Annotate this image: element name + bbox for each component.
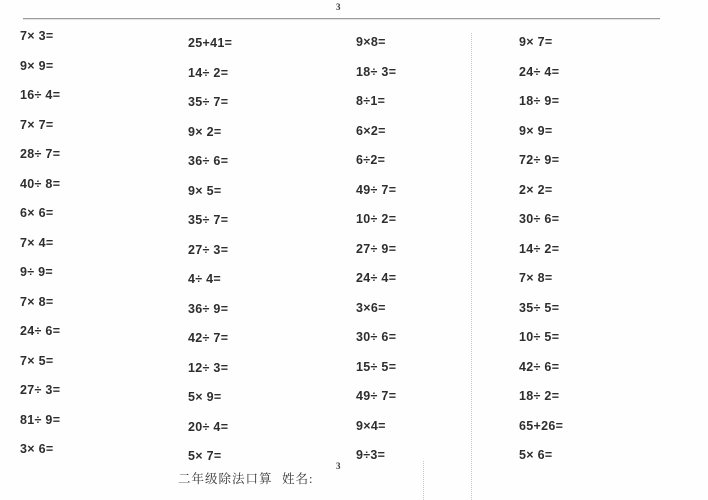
math-problem: 7× 8=	[20, 294, 54, 309]
math-problem: 35÷ 7=	[188, 95, 229, 109]
math-problem: 4÷ 4=	[188, 272, 222, 286]
math-problem: 65+26=	[519, 418, 564, 433]
math-problem: 24÷ 4=	[519, 64, 560, 79]
footer-divider-dotted-line	[423, 461, 424, 500]
math-problem: 3× 6=	[20, 442, 54, 456]
math-problem: 49÷ 7=	[356, 182, 397, 197]
math-problem: 12÷ 3=	[188, 360, 229, 375]
problems-column-4	[519, 35, 563, 478]
math-problem: 15÷ 5=	[356, 359, 397, 374]
math-problem: 9× 5=	[188, 183, 222, 198]
math-problem: 30÷ 6=	[356, 330, 397, 344]
math-problem: 18÷ 9=	[519, 94, 560, 108]
math-problem: 14÷ 2=	[188, 65, 229, 80]
math-problem: 24÷ 4=	[356, 271, 397, 285]
problems-column-2	[188, 36, 232, 479]
math-problem: 24÷ 6=	[20, 324, 61, 338]
math-problem: 49÷ 7=	[356, 389, 397, 403]
math-problem: 25+41=	[188, 36, 233, 50]
math-problem: 35÷ 5=	[519, 300, 560, 315]
math-problem: 27÷ 3=	[188, 242, 229, 257]
math-problem: 7× 4=	[20, 235, 54, 250]
math-problem: 7× 7=	[20, 117, 54, 132]
math-problem: 9× 9=	[519, 123, 553, 138]
math-problem: 9× 7=	[519, 35, 553, 49]
math-problem: 6× 6=	[20, 206, 54, 220]
math-problem: 30÷ 6=	[519, 212, 560, 226]
math-problem: 9×8=	[356, 35, 386, 49]
math-problem: 42÷ 6=	[519, 359, 560, 374]
math-problem: 6÷2=	[356, 153, 386, 167]
math-problem: 7× 8=	[519, 271, 553, 285]
math-problem: 5× 6=	[519, 448, 553, 462]
math-problem: 18÷ 3=	[356, 64, 397, 79]
math-problem: 7× 3=	[20, 29, 54, 43]
math-problem: 35÷ 7=	[188, 213, 229, 227]
math-problem: 8÷1=	[356, 94, 386, 108]
problems-column-3	[356, 35, 396, 478]
math-problem: 20÷ 4=	[188, 419, 229, 434]
math-problem: 7× 5=	[20, 353, 54, 368]
math-problem: 5× 9=	[188, 390, 222, 404]
math-problem: 3×6=	[356, 300, 386, 315]
math-problem: 36÷ 9=	[188, 301, 229, 316]
math-problem: 16÷ 4=	[20, 88, 61, 102]
math-problem: 9×4=	[356, 418, 386, 433]
math-problem: 5× 7=	[188, 449, 222, 463]
math-problem: 42÷ 7=	[188, 331, 229, 345]
math-problem: 9× 9=	[20, 58, 54, 73]
math-problem: 72÷ 9=	[519, 153, 560, 167]
math-problem: 27÷ 9=	[356, 241, 397, 256]
math-problem: 9× 2=	[188, 124, 222, 139]
math-problem: 81÷ 9=	[20, 412, 61, 427]
header-divider-line	[23, 18, 660, 19]
math-problem: 27÷ 3=	[20, 383, 61, 397]
math-problem: 2× 2=	[519, 182, 553, 197]
math-problem: 6×2=	[356, 123, 386, 138]
math-problem: 9÷ 9=	[20, 265, 54, 279]
math-problem: 36÷ 6=	[188, 154, 229, 168]
column-divider-dotted-line	[471, 33, 472, 500]
problems-column-1	[20, 29, 60, 472]
math-problem: 9÷3=	[356, 448, 386, 462]
math-problem: 14÷ 2=	[519, 241, 560, 256]
math-problem: 40÷ 8=	[20, 176, 61, 191]
math-problem: 10÷ 2=	[356, 212, 397, 226]
page-number-top: 3	[336, 2, 341, 12]
footer-title: 二年级除法口算	[178, 472, 273, 486]
math-problem: 28÷ 7=	[20, 147, 61, 161]
math-problem: 18÷ 2=	[519, 389, 560, 403]
page-number-bottom: 3	[336, 461, 341, 471]
math-problem: 10÷ 5=	[519, 330, 560, 344]
name-label: 姓名:	[282, 472, 314, 486]
